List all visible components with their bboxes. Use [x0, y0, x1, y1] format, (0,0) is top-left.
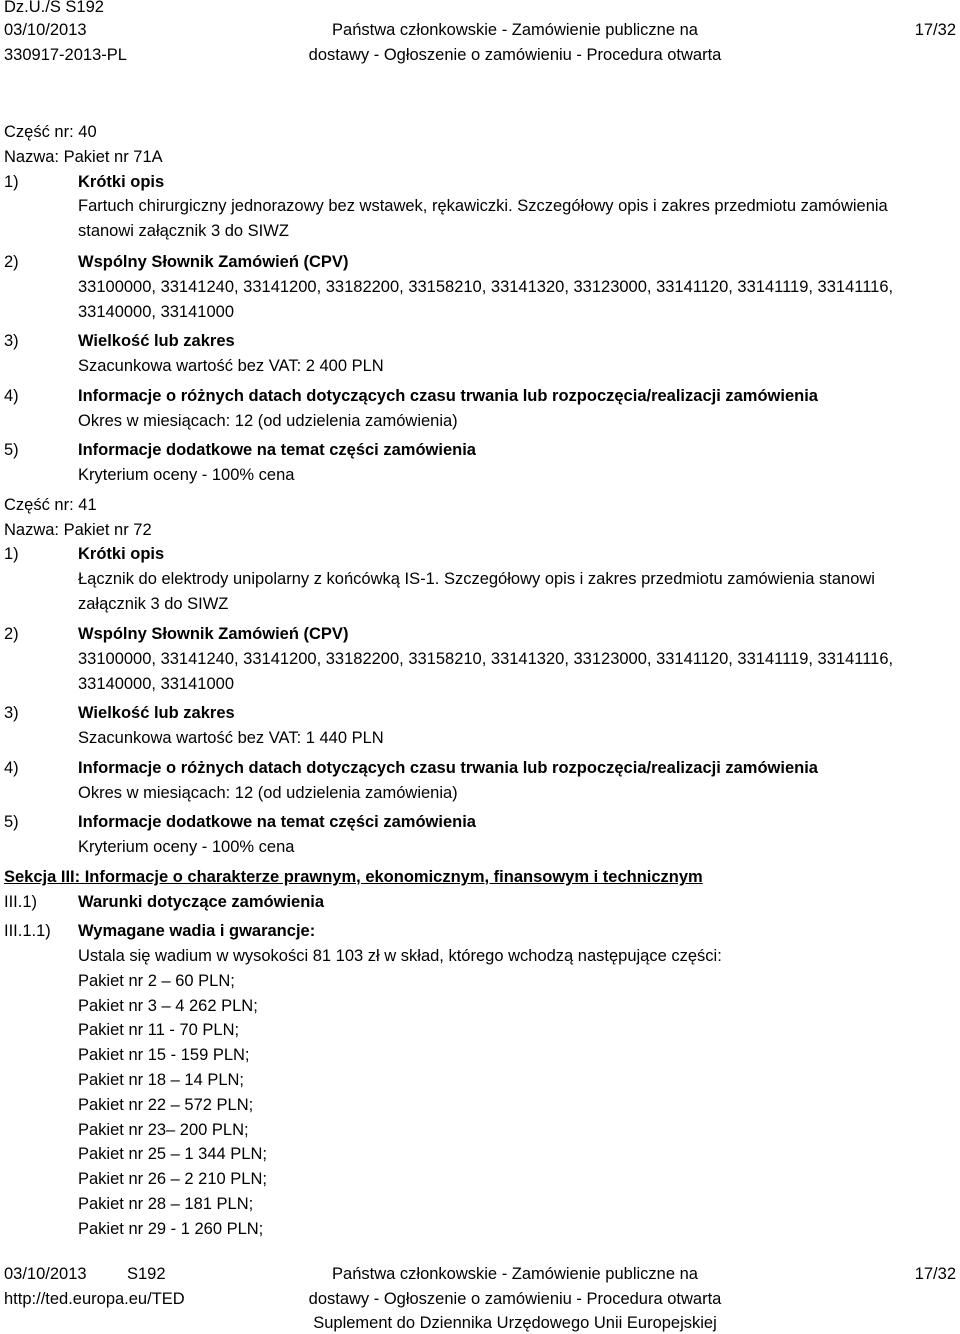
item-number: 1): [4, 545, 19, 563]
list-item: Pakiet nr 18 – 14 PLN;: [78, 1071, 245, 1089]
subsection-number: III.1): [4, 893, 38, 911]
cpv-codes: 33100000, 33141240, 33141200, 33182200, 33158210, 33141320, 33123000, 33141120, 33141119, 33141116,: [78, 650, 894, 668]
list-item: Pakiet nr 2 – 60 PLN;: [78, 972, 235, 990]
list-item: Pakiet nr 11 - 70 PLN;: [78, 1021, 240, 1039]
item-number: 4): [4, 759, 19, 777]
item-number: 5): [4, 813, 19, 831]
dates-heading: Informacje o różnych datach dotyczących czasu trwania lub rozpoczęcia/realizacji zamówienia: [78, 759, 818, 777]
short-description-text: Łącznik do elektrody unipolarny z końcówką IS-1. Szczegółowy opis i zakres przedmiotu zamówienia stanowi: [78, 570, 875, 588]
header-page-number: 17/32: [914, 21, 956, 39]
short-description-text: stanowi załącznik 3 do SIWZ: [78, 222, 289, 240]
part-name: Nazwa: Pakiet nr 72: [4, 521, 152, 539]
estimated-value: Szacunkowa wartość bez VAT: 1 440 PLN: [78, 729, 384, 747]
cpv-codes: 33140000, 33141000: [78, 675, 234, 693]
subsubsection-number: III.1.1): [4, 922, 51, 940]
deposit-intro: Ustala się wadium w wysokości 81 103 zł w skład, którego wchodzą następujące części:: [78, 947, 722, 965]
quantity-heading: Wielkość lub zakres: [78, 332, 235, 350]
short-description-heading: Krótki opis: [78, 545, 165, 563]
list-item: Pakiet nr 29 - 1 260 PLN;: [78, 1220, 264, 1238]
item-number: 3): [4, 704, 19, 722]
item-number: 2): [4, 253, 19, 271]
additional-info-heading: Informacje dodatkowe na temat części zamówienia: [78, 441, 476, 459]
footer-title-line3: Suplement do Dziennika Urzędowego Unii Europejskiej: [313, 1314, 717, 1332]
cpv-heading: Wspólny Słownik Zamówień (CPV): [78, 625, 349, 643]
short-description-text: załącznik 3 do SIWZ: [78, 595, 229, 613]
header-date: 03/10/2013: [4, 21, 87, 39]
subsubsection-title: Wymagane wadia i gwarancje:: [78, 922, 316, 940]
item-number: 3): [4, 332, 19, 350]
cpv-codes: 33100000, 33141240, 33141200, 33182200, 33158210, 33141320, 33123000, 33141120, 33141119, 33141116,: [78, 278, 894, 296]
subsection-title: Warunki dotyczące zamówienia: [78, 893, 325, 911]
duration-text: Okres w miesiącach: 12 (od udzielenia zamówienia): [78, 412, 458, 430]
item-number: 5): [4, 441, 19, 459]
header-journal: Dz.U./S S192: [4, 0, 104, 16]
header-title-line2: dostawy - Ogłoszenie o zamówieniu - Procedura otwarta: [308, 46, 722, 64]
footer-issue: S192: [127, 1265, 166, 1283]
cpv-heading: Wspólny Słownik Zamówień (CPV): [78, 253, 349, 271]
item-number: 2): [4, 625, 19, 643]
list-item: Pakiet nr 15 - 159 PLN;: [78, 1046, 250, 1064]
list-item: Pakiet nr 22 – 572 PLN;: [78, 1096, 254, 1114]
item-number: 4): [4, 387, 19, 405]
footer-date: 03/10/2013: [4, 1265, 87, 1283]
footer-url: http://ted.europa.eu/TED: [4, 1290, 185, 1308]
short-description-heading: Krótki opis: [78, 173, 165, 191]
duration-text: Okres w miesiącach: 12 (od udzielenia zamówienia): [78, 784, 458, 802]
list-item: Pakiet nr 26 – 2 210 PLN;: [78, 1170, 267, 1188]
header-notice-id: 330917-2013-PL: [4, 46, 127, 64]
header-title-line1: Państwa członkowskie - Zamówienie publiczne na: [332, 21, 698, 39]
estimated-value: Szacunkowa wartość bez VAT: 2 400 PLN: [78, 357, 384, 375]
item-number: 1): [4, 173, 19, 191]
list-item: Pakiet nr 23– 200 PLN;: [78, 1121, 249, 1139]
footer-page-number: 17/32: [914, 1265, 956, 1283]
part-name: Nazwa: Pakiet nr 71A: [4, 148, 163, 166]
list-item: Pakiet nr 25 – 1 344 PLN;: [78, 1145, 267, 1163]
quantity-heading: Wielkość lub zakres: [78, 704, 235, 722]
part-number: Część nr: 41: [4, 496, 97, 514]
short-description-text: Fartuch chirurgiczny jednorazowy bez wstawek, rękawiczki. Szczegółowy opis i zakres przedmiotu zamówienia: [78, 197, 888, 215]
part-number: Część nr: 40: [4, 123, 97, 141]
dates-heading: Informacje o różnych datach dotyczących czasu trwania lub rozpoczęcia/realizacji zamówienia: [78, 387, 818, 405]
award-criteria: Kryterium oceny - 100% cena: [78, 466, 295, 484]
award-criteria: Kryterium oceny - 100% cena: [78, 838, 295, 856]
section-heading: Sekcja III: Informacje o charakterze prawnym, ekonomicznym, finansowym i technicznym: [4, 868, 703, 886]
cpv-codes: 33140000, 33141000: [78, 303, 234, 321]
list-item: Pakiet nr 3 – 4 262 PLN;: [78, 997, 258, 1015]
list-item: Pakiet nr 28 – 181 PLN;: [78, 1195, 254, 1213]
footer-title-line1: Państwa członkowskie - Zamówienie publiczne na: [332, 1265, 698, 1283]
additional-info-heading: Informacje dodatkowe na temat części zamówienia: [78, 813, 476, 831]
footer-title-line2: dostawy - Ogłoszenie o zamówieniu - Procedura otwarta: [308, 1290, 722, 1308]
